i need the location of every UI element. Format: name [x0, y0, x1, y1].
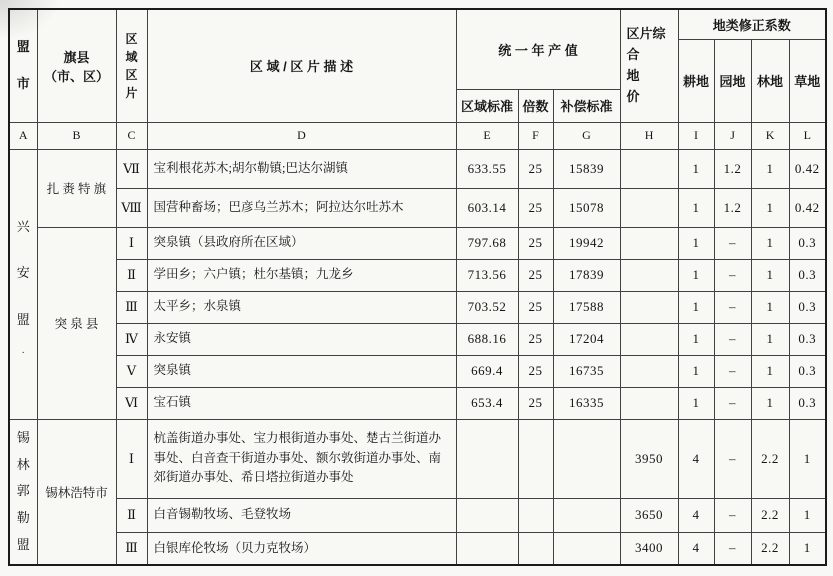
- garden-factor-cell: 1.2: [714, 149, 751, 188]
- league-cell-xingan: [9, 149, 37, 419]
- multiplier-cell: [518, 419, 553, 498]
- column-letter-g: G: [553, 122, 620, 149]
- zone-cell: Ⅵ: [116, 387, 147, 419]
- description-cell: 太平乡；水泉镇: [147, 291, 456, 323]
- table-row: [9, 387, 826, 419]
- header-garden: 园地: [714, 39, 751, 122]
- district-price-cell: [620, 323, 678, 355]
- header-unified-annual-output: 统 一 年 产 值: [456, 9, 620, 89]
- district-price-cell: 3650: [620, 498, 678, 532]
- cultivated-factor-cell: 1: [678, 188, 714, 227]
- league-cell-xilingol: [9, 419, 37, 565]
- cultivated-factor-cell: 1: [678, 387, 714, 419]
- forest-factor-cell: 1: [751, 259, 789, 291]
- multiplier-cell: 25: [518, 227, 553, 259]
- multiplier-cell: 25: [518, 149, 553, 188]
- header-cultivated: 耕地: [678, 39, 714, 122]
- table-row: [9, 323, 826, 355]
- compensation-cell: [553, 419, 620, 498]
- region-standard-cell: [456, 532, 518, 565]
- forest-factor-cell: 1: [751, 227, 789, 259]
- county-cell-tuquan: 突 泉 县: [37, 227, 116, 419]
- zone-cell: Ⅲ: [116, 291, 147, 323]
- multiplier-cell: 25: [518, 259, 553, 291]
- header-banner-county: [37, 9, 116, 122]
- description-cell: 学田乡；六户镇；杜尔基镇；九龙乡: [147, 259, 456, 291]
- column-letter-l: L: [789, 122, 826, 149]
- land-compensation-table: [8, 8, 827, 566]
- garden-factor-cell: 1.2: [714, 188, 751, 227]
- header-league-city: [9, 9, 37, 122]
- table-row: [9, 419, 826, 498]
- table-row: [9, 259, 826, 291]
- forest-factor-cell: 1: [751, 387, 789, 419]
- district-price-cell: [620, 227, 678, 259]
- multiplier-cell: 25: [518, 291, 553, 323]
- forest-factor-cell: 2.2: [751, 419, 789, 498]
- compensation-cell: [553, 532, 620, 565]
- column-letter-e: E: [456, 122, 518, 149]
- forest-factor-cell: 1: [751, 149, 789, 188]
- zone-cell: Ⅱ: [116, 259, 147, 291]
- description-cell: 宝石镇: [147, 387, 456, 419]
- region-standard-cell: [456, 498, 518, 532]
- compensation-cell: 16735: [553, 355, 620, 387]
- description-cell: 白音锡勒牧场、毛登牧场: [147, 498, 456, 532]
- header-grassland: 草地: [789, 39, 826, 122]
- compensation-cell: 15078: [553, 188, 620, 227]
- garden-factor-cell: –: [714, 227, 751, 259]
- zone-cell: Ⅳ: [116, 323, 147, 355]
- region-standard-cell: 688.16: [456, 323, 518, 355]
- compensation-cell: 17204: [553, 323, 620, 355]
- compensation-cell: [553, 498, 620, 532]
- zone-cell: Ⅰ: [116, 419, 147, 498]
- forest-factor-cell: 1: [751, 323, 789, 355]
- grassland-factor-cell: 1: [789, 419, 826, 498]
- column-letter-j: J: [714, 122, 751, 149]
- district-price-cell: [620, 149, 678, 188]
- compensation-cell: 17588: [553, 291, 620, 323]
- column-letter-k: K: [751, 122, 789, 149]
- garden-factor-cell: –: [714, 387, 751, 419]
- table-row: [9, 188, 826, 227]
- region-standard-cell: 713.56: [456, 259, 518, 291]
- table-row: [9, 291, 826, 323]
- multiplier-cell: 25: [518, 323, 553, 355]
- header-district-price: [620, 9, 678, 122]
- grassland-factor-cell: 0.3: [789, 259, 826, 291]
- multiplier-cell: 25: [518, 387, 553, 419]
- header-zone-section: [116, 9, 147, 122]
- district-price-cell: 3950: [620, 419, 678, 498]
- region-standard-cell: 797.68: [456, 227, 518, 259]
- district-price-cell: [620, 387, 678, 419]
- multiplier-cell: [518, 498, 553, 532]
- table-row: [9, 355, 826, 387]
- county-cell-zhalaite: 扎 赉 特 旗: [37, 149, 116, 227]
- forest-factor-cell: 1: [751, 188, 789, 227]
- region-standard-cell: 669.4: [456, 355, 518, 387]
- header-multiplier: 倍数: [518, 89, 553, 122]
- header-banner-county-line1: 旗县: [63, 49, 90, 65]
- multiplier-cell: 25: [518, 188, 553, 227]
- cultivated-factor-cell: 1: [678, 227, 714, 259]
- cultivated-factor-cell: 1: [678, 259, 714, 291]
- zone-cell: Ⅱ: [116, 498, 147, 532]
- description-cell: 永安镇: [147, 323, 456, 355]
- region-standard-cell: 603.14: [456, 188, 518, 227]
- cultivated-factor-cell: 1: [678, 323, 714, 355]
- district-price-cell: [620, 355, 678, 387]
- garden-factor-cell: –: [714, 323, 751, 355]
- grassland-factor-cell: 0.3: [789, 291, 826, 323]
- header-league-city-label: 盟市: [16, 39, 30, 91]
- district-price-cell: [620, 188, 678, 227]
- cultivated-factor-cell: 4: [678, 532, 714, 565]
- district-price-cell: [620, 291, 678, 323]
- table-row: [9, 149, 826, 188]
- column-letter-i: I: [678, 122, 714, 149]
- zone-cell: Ⅴ: [116, 355, 147, 387]
- garden-factor-cell: –: [714, 419, 751, 498]
- multiplier-cell: [518, 532, 553, 565]
- cultivated-factor-cell: 1: [678, 149, 714, 188]
- table-row: [9, 227, 826, 259]
- table-row: [9, 532, 826, 565]
- district-price-cell: 3400: [620, 532, 678, 565]
- zone-cell: Ⅰ: [116, 227, 147, 259]
- league-xingan-dot-mark: ·: [21, 346, 26, 359]
- compensation-cell: 19942: [553, 227, 620, 259]
- zone-cell: Ⅷ: [116, 188, 147, 227]
- cultivated-factor-cell: 4: [678, 419, 714, 498]
- forest-factor-cell: 1: [751, 355, 789, 387]
- column-letter-b: B: [37, 122, 116, 149]
- zone-cell: Ⅶ: [116, 149, 147, 188]
- description-cell: 突泉镇: [147, 355, 456, 387]
- forest-factor-cell: 2.2: [751, 532, 789, 565]
- column-letter-row: [9, 122, 826, 149]
- garden-factor-cell: –: [714, 259, 751, 291]
- column-letter-d: D: [147, 122, 456, 149]
- garden-factor-cell: –: [714, 355, 751, 387]
- column-letter-h: H: [620, 122, 678, 149]
- description-cell: 宝利根花苏木;胡尔勒镇;巴达尔湖镇: [147, 149, 456, 188]
- garden-factor-cell: –: [714, 291, 751, 323]
- header-banner-county-line2: （市、区）: [43, 68, 109, 84]
- grassland-factor-cell: 0.3: [789, 387, 826, 419]
- compensation-cell: 17839: [553, 259, 620, 291]
- grassland-factor-cell: 0.42: [789, 149, 826, 188]
- cultivated-factor-cell: 1: [678, 355, 714, 387]
- column-letter-a: A: [9, 122, 37, 149]
- cultivated-factor-cell: 4: [678, 498, 714, 532]
- header-forest: 林地: [751, 39, 789, 122]
- grassland-factor-cell: 0.42: [789, 188, 826, 227]
- description-cell: 国营种畜场；巴彦乌兰苏木；阿拉达尔吐苏木: [147, 188, 456, 227]
- header-zone-section-label: 区域区片: [125, 31, 138, 100]
- region-standard-cell: [456, 419, 518, 498]
- compensation-cell: 15839: [553, 149, 620, 188]
- district-price-cell: [620, 259, 678, 291]
- header-district-price-line1: 区片综合: [626, 26, 666, 62]
- description-cell: 白银库伦牧场（贝力克牧场）: [147, 532, 456, 565]
- description-cell: 突泉镇（县政府所在区域）: [147, 227, 456, 259]
- zone-cell: Ⅲ: [116, 532, 147, 565]
- garden-factor-cell: –: [714, 498, 751, 532]
- grassland-factor-cell: 0.3: [789, 355, 826, 387]
- grassland-factor-cell: 1: [789, 498, 826, 532]
- description-cell: 杭盖街道办事处、宝力根街道办事处、楚古兰街道办事处、白音查干街道办事处、额尔敦街道办事处、南郊街道办事处、希日塔拉街道办事处: [147, 419, 456, 498]
- region-standard-cell: 633.55: [456, 149, 518, 188]
- column-letter-f: F: [518, 122, 553, 149]
- cultivated-factor-cell: 1: [678, 291, 714, 323]
- header-land-type-correction: 地类修正系数: [678, 9, 826, 39]
- header-district-price-line2: 地 价: [626, 67, 666, 104]
- region-standard-cell: 653.4: [456, 387, 518, 419]
- header-region-standard: 区域标准: [456, 89, 518, 122]
- grassland-factor-cell: 0.3: [789, 227, 826, 259]
- garden-factor-cell: –: [714, 532, 751, 565]
- league-xilingol-label: 锡林郭勒盟: [16, 430, 30, 552]
- header-row-groups: [9, 9, 826, 39]
- compensation-cell: 16335: [553, 387, 620, 419]
- grassland-factor-cell: 1: [789, 532, 826, 565]
- league-xingan-label: 兴安盟: [16, 219, 30, 327]
- forest-factor-cell: 1: [751, 291, 789, 323]
- grassland-factor-cell: 0.3: [789, 323, 826, 355]
- county-cell-xilinhot: 锡林浩特市: [37, 419, 116, 565]
- header-description: 区 域 / 区 片 描 述: [147, 9, 456, 122]
- forest-factor-cell: 2.2: [751, 498, 789, 532]
- multiplier-cell: 25: [518, 355, 553, 387]
- column-letter-c: C: [116, 122, 147, 149]
- table-row: [9, 498, 826, 532]
- header-compensation-standard: 补偿标准: [553, 89, 620, 122]
- region-standard-cell: 703.52: [456, 291, 518, 323]
